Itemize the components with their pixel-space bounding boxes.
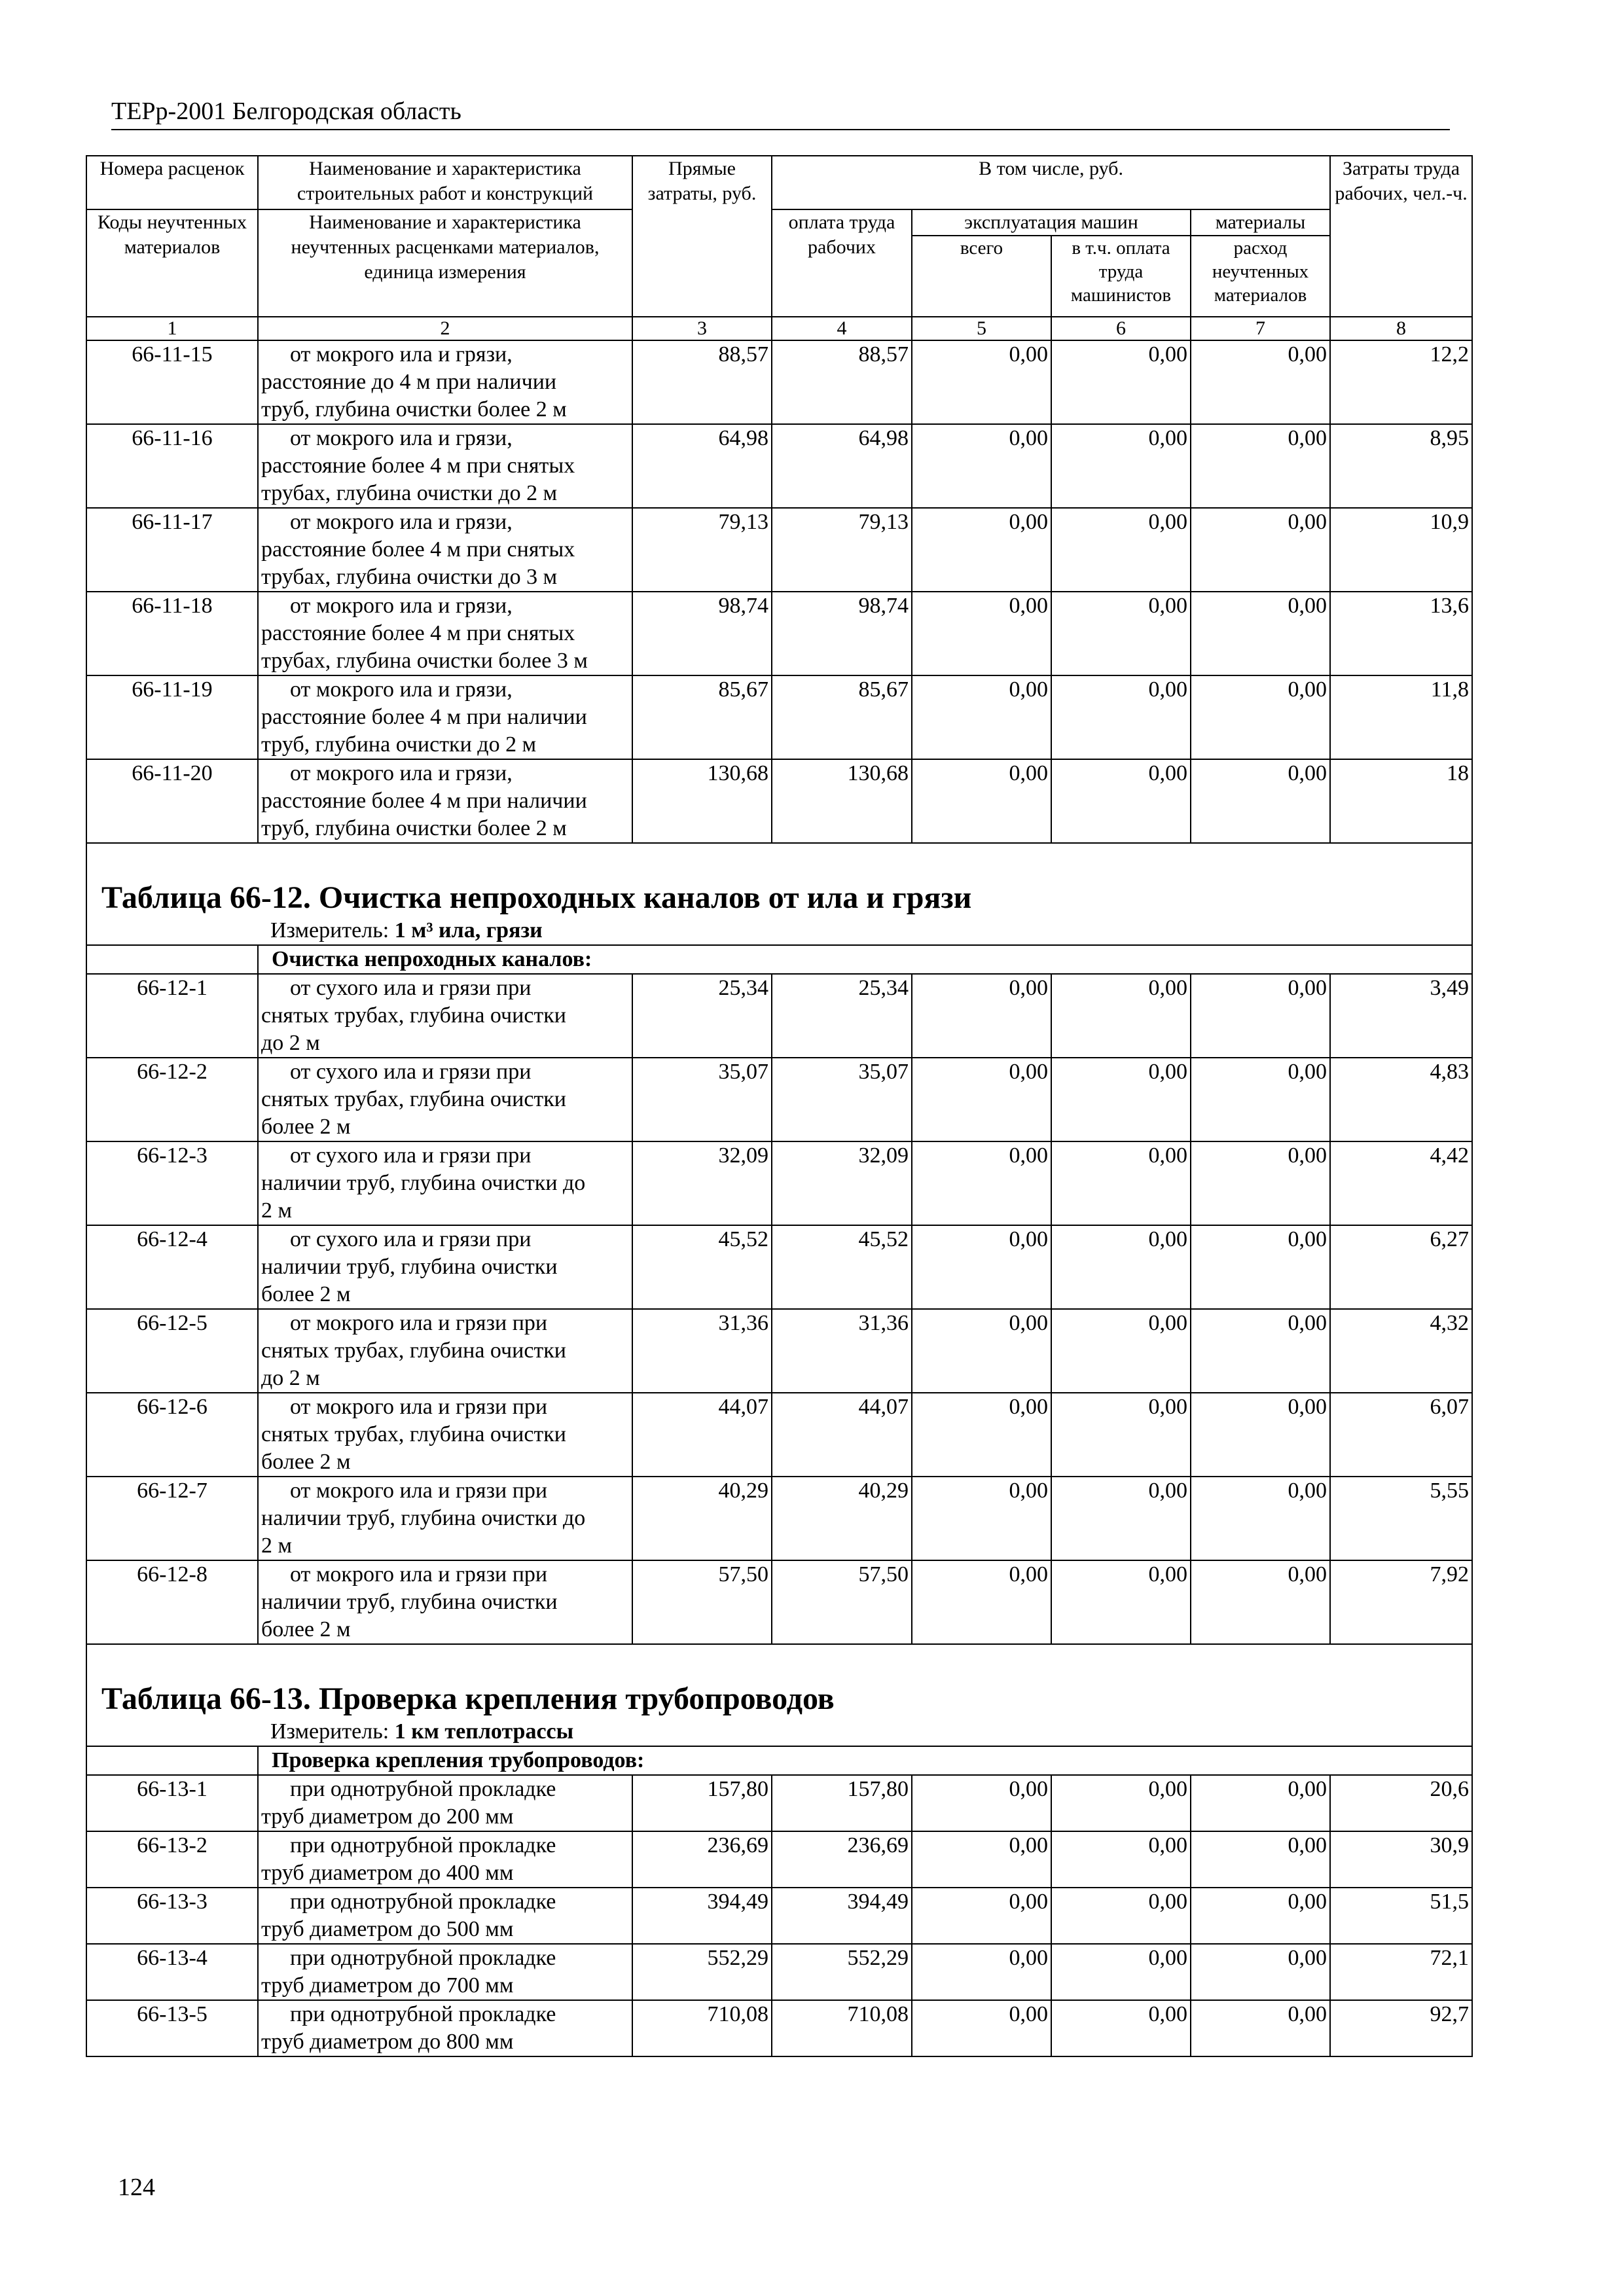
column-number: 8 <box>1330 317 1472 340</box>
wages-cost: 35,07 <box>772 1058 912 1141</box>
rate-name-line: трубах, глубина очистки более 3 м <box>261 649 588 673</box>
table-row <box>86 1944 1472 2000</box>
section-title: Таблица 66-12. Очистка непроходных каналов от ила и грязи <box>86 843 1472 917</box>
machines-cost: 0,00 <box>912 1477 1051 1560</box>
direct-cost: 40,29 <box>632 1477 772 1560</box>
page-number: 124 <box>118 2174 155 2201</box>
col8-header: Затраты труда рабочих, чел.-ч. <box>1330 156 1472 317</box>
machinist-wages-cost: 0,00 <box>1051 1775 1191 1831</box>
wages-cost: 710,08 <box>772 2000 912 2056</box>
wages-cost: 57,50 <box>772 1560 912 1644</box>
labor-cost: 6,07 <box>1330 1393 1472 1477</box>
rate-name <box>258 1141 632 1225</box>
section-title-row <box>86 1644 1472 1718</box>
measure-unit <box>86 917 1472 945</box>
machinist-wages-cost: 0,00 <box>1051 1477 1191 1560</box>
labor-cost: 5,55 <box>1330 1477 1472 1560</box>
direct-cost: 57,50 <box>632 1560 772 1644</box>
rate-name <box>258 1058 632 1141</box>
rate-name-line: более 2 м <box>261 1617 351 1641</box>
materials-cost: 0,00 <box>1191 974 1330 1058</box>
materials-cost: 0,00 <box>1191 675 1330 759</box>
rate-name <box>258 1560 632 1644</box>
column-number: 6 <box>1051 317 1191 340</box>
rate-name-line: труб диаметром до 700 мм <box>261 1973 514 1998</box>
measure-label: Измеритель: <box>270 918 389 942</box>
labor-cost: 3,49 <box>1330 974 1472 1058</box>
column-number: 3 <box>632 317 772 340</box>
materials-cost: 0,00 <box>1191 340 1330 424</box>
machines-cost: 0,00 <box>912 508 1051 592</box>
direct-cost: 394,49 <box>632 1888 772 1944</box>
table-row <box>86 1888 1472 1944</box>
table-row <box>86 675 1472 759</box>
machinist-wages-cost: 0,00 <box>1051 508 1191 592</box>
wages-cost: 130,68 <box>772 759 912 843</box>
column-number: 5 <box>912 317 1051 340</box>
rate-name-line: расстояние более 4 м при снятых <box>261 537 575 562</box>
rate-name-line: расстояние более 4 м при снятых <box>261 454 575 478</box>
wages-cost: 32,09 <box>772 1141 912 1225</box>
rate-code: 66-12-1 <box>86 974 258 1058</box>
materials-cost: 0,00 <box>1191 1058 1330 1141</box>
rate-name <box>258 1309 632 1393</box>
rate-name-line: от мокрого ила и грязи, <box>290 510 513 534</box>
rate-name-line: при однотрубной прокладке <box>290 1890 556 1914</box>
rate-name-line: от сухого ила и грязи при <box>290 976 532 1000</box>
group-header: В том числе, руб. <box>772 156 1330 209</box>
direct-cost: 552,29 <box>632 1944 772 2000</box>
machinist-wages-cost: 0,00 <box>1051 1560 1191 1644</box>
machines-cost: 0,00 <box>912 340 1051 424</box>
rate-name-line: более 2 м <box>261 1115 351 1139</box>
rate-name-line: снятых трубах, глубина очистки <box>261 1338 566 1363</box>
group-blank <box>86 945 258 974</box>
machinist-wages-cost: 0,00 <box>1051 1058 1191 1141</box>
materials-cost: 0,00 <box>1191 1888 1330 1944</box>
direct-cost: 45,52 <box>632 1225 772 1309</box>
machines-cost: 0,00 <box>912 1560 1051 1644</box>
machines-cost: 0,00 <box>912 1058 1051 1141</box>
machinist-wages-cost: 0,00 <box>1051 340 1191 424</box>
materials-header: материалы <box>1191 209 1330 236</box>
rate-code: 66-12-8 <box>86 1560 258 1644</box>
rate-name-line: снятых трубах, глубина очистки <box>261 1003 566 1028</box>
rate-name-line: от сухого ила и грязи при <box>290 1060 532 1084</box>
machinist-wages-cost: 0,00 <box>1051 1944 1191 2000</box>
wages-cost: 85,67 <box>772 675 912 759</box>
wages-cost: 98,74 <box>772 592 912 675</box>
rate-code: 66-11-20 <box>86 759 258 843</box>
wages-cost: 157,80 <box>772 1775 912 1831</box>
materials-cost: 0,00 <box>1191 1477 1330 1560</box>
page-header: ТЕРр-2001 Белгородская область <box>111 95 1450 130</box>
direct-cost: 32,09 <box>632 1141 772 1225</box>
rate-code: 66-12-3 <box>86 1141 258 1225</box>
measure-label: Измеритель: <box>270 1719 389 1744</box>
rate-name-line: при однотрубной прокладке <box>290 1777 556 1801</box>
machines-cost: 0,00 <box>912 1393 1051 1477</box>
rate-name <box>258 424 632 508</box>
rate-code: 66-13-1 <box>86 1775 258 1831</box>
table-row <box>86 1393 1472 1477</box>
rate-name <box>258 1888 632 1944</box>
rate-name <box>258 759 632 843</box>
wages-cost: 64,98 <box>772 424 912 508</box>
rate-name-line: наличии труб, глубина очистки до <box>261 1171 586 1195</box>
col1-header-bottom: Коды неучтенных материалов <box>86 209 258 317</box>
table-row <box>86 1560 1472 1644</box>
rate-name-line: от мокрого ила и грязи при <box>290 1395 548 1419</box>
wages-cost: 25,34 <box>772 974 912 1058</box>
rate-name-line: от мокрого ила и грязи, <box>290 761 513 785</box>
rate-name-line: труб диаметром до 200 мм <box>261 1804 514 1829</box>
labor-cost: 4,83 <box>1330 1058 1472 1141</box>
direct-cost: 157,80 <box>632 1775 772 1831</box>
col1-header-top: Номера расценок <box>86 156 258 209</box>
measure-unit <box>86 1718 1472 1746</box>
rate-name-line: расстояние более 4 м при снятых <box>261 621 575 645</box>
column-number: 7 <box>1191 317 1330 340</box>
rate-name-line: труб диаметром до 800 мм <box>261 2030 514 2054</box>
labor-cost: 51,5 <box>1330 1888 1472 1944</box>
machinist-wages-cost: 0,00 <box>1051 1393 1191 1477</box>
machines-cost: 0,00 <box>912 1225 1051 1309</box>
rate-name-line: 2 м <box>261 1534 293 1558</box>
wages-cost: 394,49 <box>772 1888 912 1944</box>
rate-code: 66-12-6 <box>86 1393 258 1477</box>
rate-name-line: от мокрого ила и грязи при <box>290 1479 548 1503</box>
rate-name-line: трубах, глубина очистки до 3 м <box>261 565 558 589</box>
rate-name <box>258 508 632 592</box>
column-numbers-row <box>86 317 1472 340</box>
machinist-wages-cost: 0,00 <box>1051 1141 1191 1225</box>
rate-name-line: при однотрубной прокладке <box>290 1833 556 1857</box>
labor-cost: 4,42 <box>1330 1141 1472 1225</box>
group-blank <box>86 1746 258 1775</box>
table-row <box>86 1831 1472 1888</box>
materials-cost: 0,00 <box>1191 1944 1330 2000</box>
rate-name <box>258 974 632 1058</box>
materials-cost: 0,00 <box>1191 1393 1330 1477</box>
wages-cost: 45,52 <box>772 1225 912 1309</box>
col7-header: расход неучтенных материалов <box>1191 236 1330 317</box>
rate-name <box>258 592 632 675</box>
table-row <box>86 340 1472 424</box>
table-row <box>86 1058 1472 1141</box>
labor-cost: 72,1 <box>1330 1944 1472 2000</box>
rate-name-line: труб, глубина очистки более 2 м <box>261 816 567 840</box>
table-row <box>86 1477 1472 1560</box>
direct-cost: 44,07 <box>632 1393 772 1477</box>
materials-cost: 0,00 <box>1191 424 1330 508</box>
direct-cost: 236,69 <box>632 1831 772 1888</box>
rate-code: 66-11-17 <box>86 508 258 592</box>
section-title-row <box>86 843 1472 917</box>
machines-header: эксплуатация машин <box>912 209 1191 236</box>
rate-name-line: расстояние до 4 м при наличии <box>261 370 557 394</box>
machinist-wages-cost: 0,00 <box>1051 759 1191 843</box>
labor-cost: 4,32 <box>1330 1309 1472 1393</box>
direct-cost: 88,57 <box>632 340 772 424</box>
col6-header: в т.ч. оплата труда машинистов <box>1051 236 1191 317</box>
rate-name-line: наличии труб, глубина очистки <box>261 1590 558 1614</box>
materials-cost: 0,00 <box>1191 1560 1330 1644</box>
rate-name <box>258 1944 632 2000</box>
group-row <box>86 945 1472 974</box>
machines-cost: 0,00 <box>912 759 1051 843</box>
rates-table <box>86 155 1473 2057</box>
materials-cost: 0,00 <box>1191 1831 1330 1888</box>
rate-name-line: от сухого ила и грязи при <box>290 1227 532 1251</box>
rate-name <box>258 1393 632 1477</box>
machinist-wages-cost: 0,00 <box>1051 592 1191 675</box>
labor-cost: 13,6 <box>1330 592 1472 675</box>
rate-name-line: труб, глубина очистки более 2 м <box>261 397 567 422</box>
rate-name-line: от мокрого ила и грязи, <box>290 594 513 618</box>
col5-header: всего <box>912 236 1051 317</box>
labor-cost: 20,6 <box>1330 1775 1472 1831</box>
wages-cost: 236,69 <box>772 1831 912 1888</box>
direct-cost: 35,07 <box>632 1058 772 1141</box>
rate-code: 66-13-5 <box>86 2000 258 2056</box>
wages-cost: 552,29 <box>772 1944 912 2000</box>
column-number: 4 <box>772 317 912 340</box>
rate-name-line: до 2 м <box>261 1031 320 1055</box>
table-row <box>86 759 1472 843</box>
direct-cost: 98,74 <box>632 592 772 675</box>
rate-code: 66-11-16 <box>86 424 258 508</box>
rate-name-line: при однотрубной прокладке <box>290 1946 556 1970</box>
table-row <box>86 1775 1472 1831</box>
direct-cost: 25,34 <box>632 974 772 1058</box>
labor-cost: 6,27 <box>1330 1225 1472 1309</box>
materials-cost: 0,00 <box>1191 2000 1330 2056</box>
labor-cost: 12,2 <box>1330 340 1472 424</box>
labor-cost: 7,92 <box>1330 1560 1472 1644</box>
rate-code: 66-12-5 <box>86 1309 258 1393</box>
table-row <box>86 1225 1472 1309</box>
table-row <box>86 508 1472 592</box>
table-row <box>86 424 1472 508</box>
direct-cost: 64,98 <box>632 424 772 508</box>
materials-cost: 0,00 <box>1191 508 1330 592</box>
wages-cost: 31,36 <box>772 1309 912 1393</box>
machines-cost: 0,00 <box>912 1944 1051 2000</box>
machinist-wages-cost: 0,00 <box>1051 1888 1191 1944</box>
labor-cost: 92,7 <box>1330 2000 1472 2056</box>
rate-name-line: от мокрого ила и грязи при <box>290 1562 548 1587</box>
rate-name-line: от мокрого ила и грязи, <box>290 342 513 367</box>
machines-cost: 0,00 <box>912 1888 1051 1944</box>
rate-name-line: от мокрого ила и грязи, <box>290 426 513 450</box>
machines-cost: 0,00 <box>912 1141 1051 1225</box>
machines-cost: 0,00 <box>912 592 1051 675</box>
machinist-wages-cost: 0,00 <box>1051 2000 1191 2056</box>
group-row <box>86 1746 1472 1775</box>
column-number: 2 <box>258 317 632 340</box>
labor-cost: 30,9 <box>1330 1831 1472 1888</box>
rate-code: 66-12-2 <box>86 1058 258 1141</box>
col2-header-top: Наименование и характеристика строительных работ и конструкций <box>258 156 632 209</box>
col4-header: оплата труда рабочих <box>772 209 912 317</box>
machinist-wages-cost: 0,00 <box>1051 1831 1191 1888</box>
wages-cost: 40,29 <box>772 1477 912 1560</box>
wages-cost: 88,57 <box>772 340 912 424</box>
measure-value: 1 км теплотрассы <box>394 1719 574 1744</box>
section-title: Таблица 66-13. Проверка крепления трубопроводов <box>86 1644 1472 1718</box>
materials-cost: 0,00 <box>1191 592 1330 675</box>
materials-cost: 0,00 <box>1191 1141 1330 1225</box>
table-row <box>86 592 1472 675</box>
labor-cost: 10,9 <box>1330 508 1472 592</box>
measure-row <box>86 917 1472 945</box>
rate-name-line: наличии труб, глубина очистки до <box>261 1506 586 1530</box>
direct-cost: 85,67 <box>632 675 772 759</box>
materials-cost: 0,00 <box>1191 759 1330 843</box>
wages-cost: 79,13 <box>772 508 912 592</box>
direct-cost: 79,13 <box>632 508 772 592</box>
column-number: 1 <box>86 317 258 340</box>
group-heading: Очистка непроходных каналов: <box>258 945 1472 974</box>
table-row <box>86 974 1472 1058</box>
group-heading: Проверка крепления трубопроводов: <box>258 1746 1472 1775</box>
materials-cost: 0,00 <box>1191 1225 1330 1309</box>
rate-name <box>258 2000 632 2056</box>
rate-code: 66-11-15 <box>86 340 258 424</box>
labor-cost: 18 <box>1330 759 1472 843</box>
machinist-wages-cost: 0,00 <box>1051 675 1191 759</box>
measure-value: 1 м³ ила, грязи <box>394 918 543 942</box>
rate-name-line: 2 м <box>261 1198 293 1223</box>
rate-code: 66-13-2 <box>86 1831 258 1888</box>
rate-name-line: наличии труб, глубина очистки <box>261 1255 558 1279</box>
table-row <box>86 1141 1472 1225</box>
rate-code: 66-11-19 <box>86 675 258 759</box>
materials-cost: 0,00 <box>1191 1309 1330 1393</box>
rate-name <box>258 340 632 424</box>
rate-name-line: от мокрого ила и грязи при <box>290 1311 548 1335</box>
rate-name-line: снятых трубах, глубина очистки <box>261 1087 566 1111</box>
direct-cost: 31,36 <box>632 1309 772 1393</box>
rate-code: 66-12-7 <box>86 1477 258 1560</box>
materials-cost: 0,00 <box>1191 1775 1330 1831</box>
rate-name-line: более 2 м <box>261 1282 351 1306</box>
col3-header: Прямые затраты, руб. <box>632 156 772 317</box>
machines-cost: 0,00 <box>912 675 1051 759</box>
rate-name-line: расстояние более 4 м при наличии <box>261 789 587 813</box>
labor-cost: 8,95 <box>1330 424 1472 508</box>
direct-cost: 710,08 <box>632 2000 772 2056</box>
rate-name <box>258 675 632 759</box>
rate-name-line: трубах, глубина очистки до 2 м <box>261 481 558 505</box>
rate-name <box>258 1225 632 1309</box>
measure-row <box>86 1718 1472 1746</box>
machinist-wages-cost: 0,00 <box>1051 1225 1191 1309</box>
rate-code: 66-13-4 <box>86 1944 258 2000</box>
rate-name-line: расстояние более 4 м при наличии <box>261 705 587 729</box>
rate-name-line: труб, глубина очистки до 2 м <box>261 732 537 757</box>
rate-code: 66-13-3 <box>86 1888 258 1944</box>
direct-cost: 130,68 <box>632 759 772 843</box>
wages-cost: 44,07 <box>772 1393 912 1477</box>
rate-name <box>258 1831 632 1888</box>
rate-code: 66-11-18 <box>86 592 258 675</box>
machines-cost: 0,00 <box>912 1775 1051 1831</box>
rate-name-line: труб диаметром до 500 мм <box>261 1917 514 1941</box>
machinist-wages-cost: 0,00 <box>1051 1309 1191 1393</box>
rate-name-line: при однотрубной прокладке <box>290 2002 556 2026</box>
rate-code: 66-12-4 <box>86 1225 258 1309</box>
rate-name-line: от мокрого ила и грязи, <box>290 677 513 702</box>
rate-name-line: более 2 м <box>261 1450 351 1474</box>
machines-cost: 0,00 <box>912 424 1051 508</box>
rate-name-line: до 2 м <box>261 1366 320 1390</box>
rate-name <box>258 1477 632 1560</box>
labor-cost: 11,8 <box>1330 675 1472 759</box>
table-row <box>86 2000 1472 2056</box>
machines-cost: 0,00 <box>912 974 1051 1058</box>
machines-cost: 0,00 <box>912 1309 1051 1393</box>
table-row <box>86 1309 1472 1393</box>
header-row-1 <box>86 156 1472 209</box>
rate-name-line: труб диаметром до 400 мм <box>261 1861 514 1885</box>
machinist-wages-cost: 0,00 <box>1051 424 1191 508</box>
rate-name <box>258 1775 632 1831</box>
machinist-wages-cost: 0,00 <box>1051 974 1191 1058</box>
machines-cost: 0,00 <box>912 2000 1051 2056</box>
rate-name-line: снятых трубах, глубина очистки <box>261 1422 566 1446</box>
rate-name-line: от сухого ила и грязи при <box>290 1143 532 1168</box>
header-row-2 <box>86 209 1472 236</box>
machines-cost: 0,00 <box>912 1831 1051 1888</box>
col2-header-bottom: Наименование и характеристика неучтенных расценками материалов, единица измерения <box>258 209 632 317</box>
